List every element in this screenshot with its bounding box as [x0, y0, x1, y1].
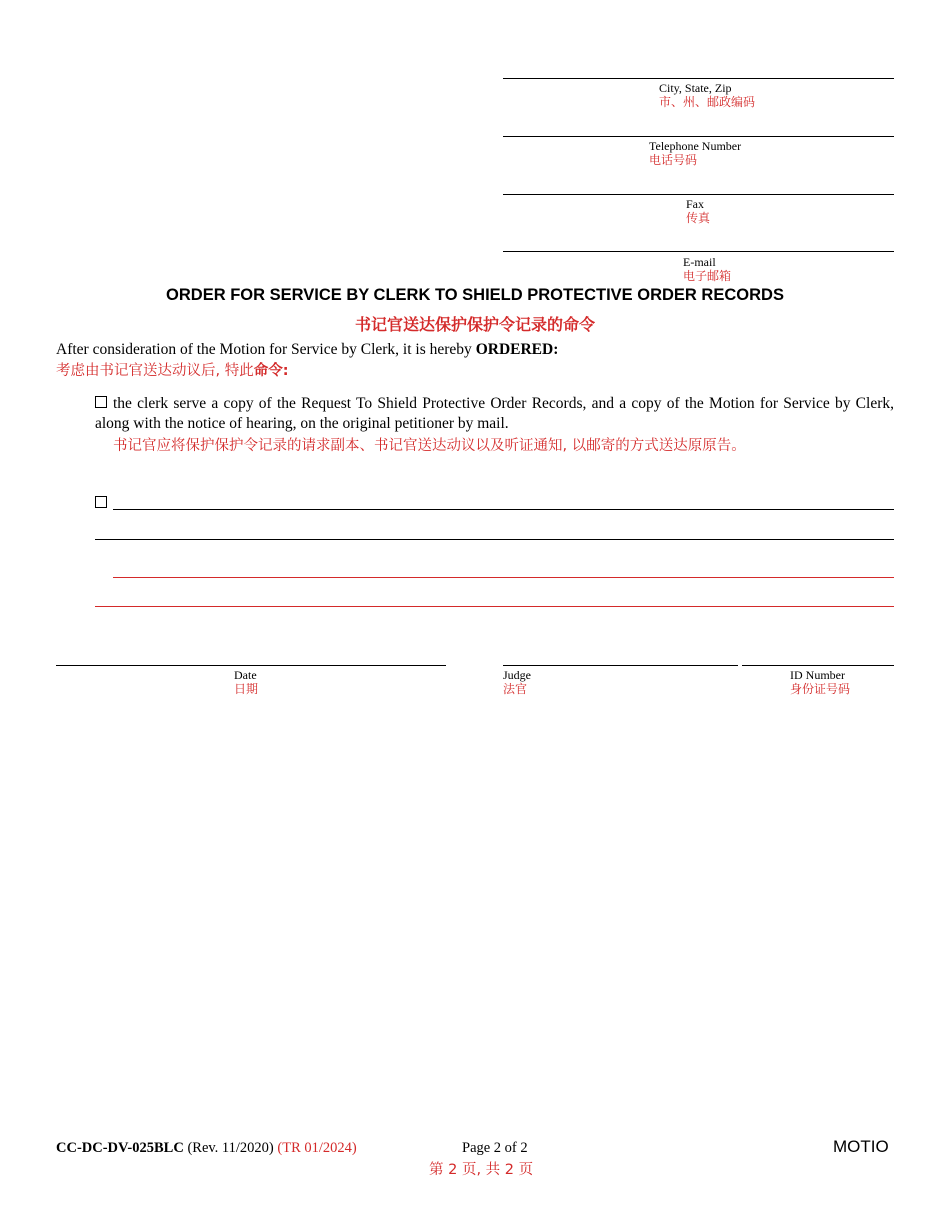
telephone-label-zh: 电话号码: [649, 153, 698, 167]
page-title: ORDER FOR SERVICE BY CLERK TO SHIELD PROTECTIVE ORDER RECORDS: [166, 286, 784, 304]
intro-ordered-zh: 命令:: [253, 363, 289, 379]
city-state-zip-label: City, State, Zip: [659, 81, 732, 95]
id-number-label: ID Number: [790, 668, 845, 682]
option2-line-zh-1[interactable]: [113, 577, 894, 578]
date-line[interactable]: [56, 665, 446, 666]
id-number-line[interactable]: [742, 665, 894, 666]
judge-label-zh: 法官: [503, 682, 528, 696]
page-number-zh: 第 2 页, 共 2 页: [429, 1162, 534, 1178]
option2-line-2[interactable]: [95, 539, 894, 540]
footer-form-id: [56, 1140, 357, 1157]
option2-line-zh-2[interactable]: [95, 606, 894, 607]
intro-ordered: ORDERED:: [475, 341, 559, 358]
city-state-zip-line[interactable]: [503, 78, 894, 79]
intro-text: [56, 340, 558, 359]
form-number: CC-DC-DV-025BLC: [56, 1140, 184, 1156]
option2-line-1[interactable]: [113, 509, 894, 510]
email-line[interactable]: [503, 251, 894, 252]
date-label-zh: 日期: [234, 682, 259, 696]
option2-checkbox[interactable]: [95, 496, 107, 508]
id-number-label-zh: 身份证号码: [790, 682, 851, 696]
email-label: E-mail: [683, 255, 716, 269]
intro-text-zh: [56, 359, 289, 380]
telephone-label: Telephone Number: [649, 139, 742, 153]
judge-label: Judge: [503, 668, 531, 682]
fax-label: Fax: [686, 197, 704, 211]
fax-line[interactable]: [503, 194, 894, 195]
intro-prefix: After consideration of the Motion for Service by Clerk, it is hereby: [56, 341, 476, 358]
option1-text: the clerk serve a copy of the Request To Shield Protective Order Records, and a copy of the Motion for Service by Clerk, along with the notice of hearing, on the original petitioner by mail.: [95, 395, 894, 432]
telephone-line[interactable]: [503, 136, 894, 137]
fax-label-zh: 传真: [686, 211, 711, 225]
page-title-zh: 书记官送达保护保护令记录的命令: [354, 315, 595, 334]
translation-revision: (TR 01/2024): [277, 1140, 357, 1156]
form-revision: (Rev. 11/2020): [187, 1140, 274, 1156]
email-label-zh: 电子邮箱: [683, 269, 732, 283]
option1-text-zh: 书记官应将保护保护令记录的请求副本、书记官送达动议以及听证通知, 以邮寄的方式送达原原告。: [113, 438, 746, 454]
intro-prefix-zh: 考虑由书记官送达动议后, 特此: [56, 363, 254, 379]
page-number: Page 2 of 2: [462, 1140, 528, 1156]
date-label: Date: [234, 668, 257, 682]
form-code: MOTIO: [833, 1137, 889, 1156]
city-state-zip-label-zh: 市、州、邮政编码: [659, 95, 756, 109]
judge-line[interactable]: [503, 665, 738, 666]
